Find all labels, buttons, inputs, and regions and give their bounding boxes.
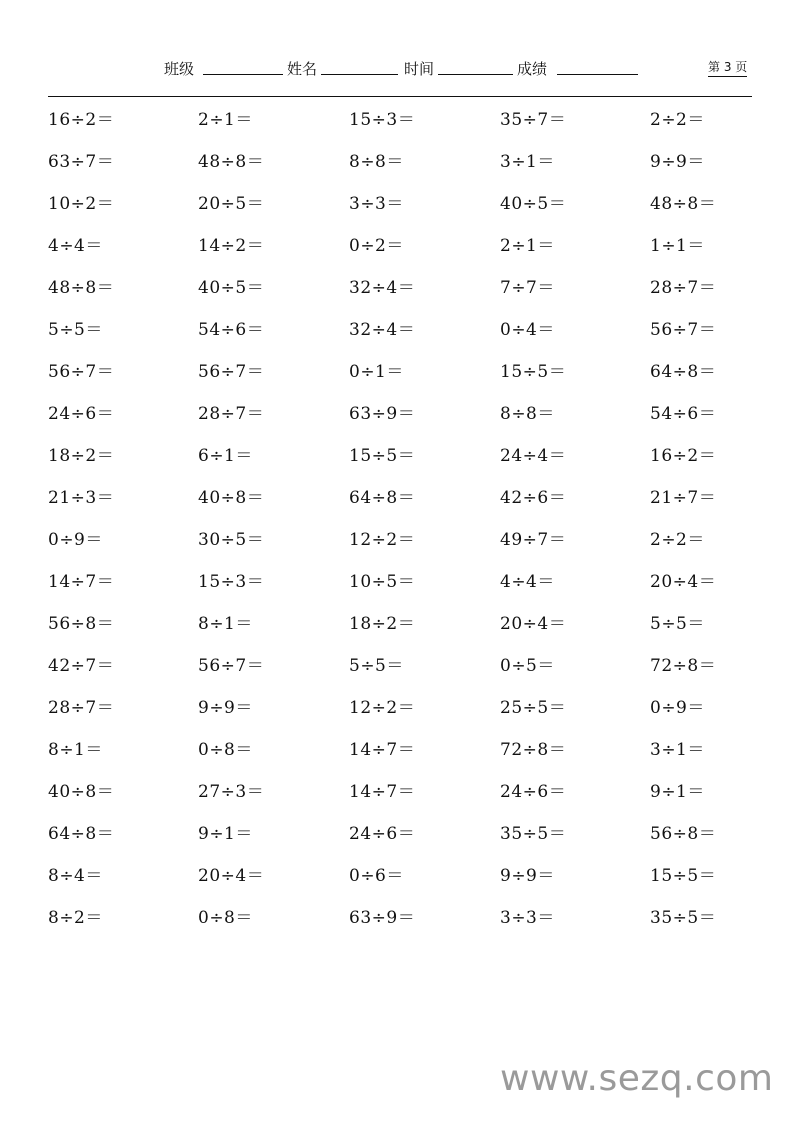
problem-item: 40÷5＝: [500, 194, 567, 214]
problem-item: 27÷3＝: [198, 782, 265, 802]
problem-row: [48, 820, 788, 862]
problem-item: 15÷3＝: [349, 110, 416, 130]
problem-item: 3÷1＝: [650, 740, 705, 760]
problem-item: 28÷7＝: [48, 698, 115, 718]
problem-item: 56÷7＝: [198, 362, 265, 382]
problem-item: 0÷5＝: [500, 656, 555, 676]
header-divider: [48, 96, 752, 97]
problem-item: 35÷7＝: [500, 110, 567, 130]
problem-item: 9÷9＝: [500, 866, 555, 886]
problem-item: 0÷2＝: [349, 236, 404, 256]
problem-item: 21÷3＝: [48, 488, 115, 508]
problem-item: 1÷1＝: [650, 236, 705, 256]
problem-item: 56÷7＝: [198, 656, 265, 676]
problem-item: 5÷5＝: [349, 656, 404, 676]
problem-item: 72÷8＝: [500, 740, 567, 760]
problem-item: 54÷6＝: [198, 320, 265, 340]
problem-item: 3÷3＝: [500, 908, 555, 928]
problem-item: 14÷7＝: [48, 572, 115, 592]
problem-item: 40÷8＝: [48, 782, 115, 802]
problem-item: 2÷1＝: [198, 110, 253, 130]
problem-item: 14÷7＝: [349, 740, 416, 760]
problem-item: 56÷8＝: [48, 614, 115, 634]
problem-item: 8÷4＝: [48, 866, 103, 886]
problem-item: 15÷5＝: [650, 866, 717, 886]
problem-row: [48, 106, 788, 148]
problem-item: 20÷4＝: [500, 614, 567, 634]
problem-item: 15÷3＝: [198, 572, 265, 592]
name-blank[interactable]: [321, 74, 398, 75]
problem-item: 35÷5＝: [500, 824, 567, 844]
problem-item: 63÷7＝: [48, 152, 115, 172]
problem-grid: [48, 106, 788, 946]
problem-item: 0÷6＝: [349, 866, 404, 886]
problem-row: [48, 358, 788, 400]
problem-row: [48, 232, 788, 274]
problem-item: 49÷7＝: [500, 530, 567, 550]
problem-item: 14÷2＝: [198, 236, 265, 256]
problem-item: 72÷8＝: [650, 656, 717, 676]
problem-item: 40÷8＝: [198, 488, 265, 508]
problem-item: 14÷7＝: [349, 782, 416, 802]
problem-row: [48, 778, 788, 820]
problem-row: [48, 610, 788, 652]
problem-item: 2÷2＝: [650, 110, 705, 130]
problem-item: 18÷2＝: [48, 446, 115, 466]
problem-item: 28÷7＝: [650, 278, 717, 298]
problem-item: 10÷2＝: [48, 194, 115, 214]
problem-item: 24÷6＝: [349, 824, 416, 844]
problem-item: 54÷6＝: [650, 404, 717, 424]
score-label: 成绩: [517, 60, 548, 78]
problem-item: 25÷5＝: [500, 698, 567, 718]
problem-item: 6÷1＝: [198, 446, 253, 466]
problem-item: 12÷2＝: [349, 698, 416, 718]
problem-item: 48÷8＝: [198, 152, 265, 172]
problem-row: [48, 694, 788, 736]
problem-row: [48, 862, 788, 904]
problem-item: 5÷5＝: [650, 614, 705, 634]
problem-item: 32÷4＝: [349, 278, 416, 298]
problem-row: [48, 148, 788, 190]
problem-item: 9÷9＝: [198, 698, 253, 718]
class-blank[interactable]: [203, 74, 283, 75]
problem-item: 8÷2＝: [48, 908, 103, 928]
problem-item: 40÷5＝: [198, 278, 265, 298]
problem-item: 64÷8＝: [650, 362, 717, 382]
problem-row: [48, 274, 788, 316]
problem-item: 0÷4＝: [500, 320, 555, 340]
name-label: 姓名: [287, 60, 318, 78]
problem-item: 32÷4＝: [349, 320, 416, 340]
problem-row: [48, 190, 788, 232]
problem-row: [48, 400, 788, 442]
problem-item: 2÷2＝: [650, 530, 705, 550]
problem-item: 64÷8＝: [349, 488, 416, 508]
problem-item: 56÷7＝: [650, 320, 717, 340]
problem-item: 0÷8＝: [198, 908, 253, 928]
problem-item: 0÷1＝: [349, 362, 404, 382]
problem-item: 28÷7＝: [198, 404, 265, 424]
problem-item: 4÷4＝: [48, 236, 103, 256]
problem-row: [48, 316, 788, 358]
problem-item: 16÷2＝: [48, 110, 115, 130]
problem-row: [48, 568, 788, 610]
problem-item: 18÷2＝: [349, 614, 416, 634]
problem-item: 2÷1＝: [500, 236, 555, 256]
problem-item: 3÷3＝: [349, 194, 404, 214]
problem-item: 0÷9＝: [650, 698, 705, 718]
problem-item: 9÷1＝: [650, 782, 705, 802]
problem-item: 8÷1＝: [48, 740, 103, 760]
problem-item: 42÷7＝: [48, 656, 115, 676]
page-number: 第 3 页: [708, 58, 747, 77]
problem-item: 3÷1＝: [500, 152, 555, 172]
time-blank[interactable]: [438, 74, 513, 75]
class-label: 班级: [164, 60, 195, 78]
problem-item: 20÷5＝: [198, 194, 265, 214]
problem-item: 5÷5＝: [48, 320, 103, 340]
problem-item: 24÷6＝: [500, 782, 567, 802]
problem-item: 20÷4＝: [198, 866, 265, 886]
problem-item: 48÷8＝: [48, 278, 115, 298]
problem-item: 7÷7＝: [500, 278, 555, 298]
problem-row: [48, 484, 788, 526]
problem-item: 42÷6＝: [500, 488, 567, 508]
problem-item: 9÷9＝: [650, 152, 705, 172]
problem-item: 35÷5＝: [650, 908, 717, 928]
problem-item: 4÷4＝: [500, 572, 555, 592]
problem-item: 48÷8＝: [650, 194, 717, 214]
problem-row: [48, 526, 788, 568]
site-watermark: www.sezq.com: [500, 1058, 774, 1099]
problem-item: 24÷6＝: [48, 404, 115, 424]
problem-item: 24÷4＝: [500, 446, 567, 466]
problem-row: [48, 652, 788, 694]
problem-item: 30÷5＝: [198, 530, 265, 550]
problem-row: [48, 904, 788, 946]
problem-item: 20÷4＝: [650, 572, 717, 592]
problem-item: 8÷8＝: [349, 152, 404, 172]
problem-item: 0÷8＝: [198, 740, 253, 760]
problem-row: [48, 736, 788, 778]
time-label: 时间: [404, 60, 435, 78]
problem-item: 8÷1＝: [198, 614, 253, 634]
problem-item: 56÷7＝: [48, 362, 115, 382]
problem-item: 0÷9＝: [48, 530, 103, 550]
problem-item: 15÷5＝: [349, 446, 416, 466]
problem-item: 63÷9＝: [349, 404, 416, 424]
problem-item: 64÷8＝: [48, 824, 115, 844]
problem-row: [48, 442, 788, 484]
problem-item: 10÷5＝: [349, 572, 416, 592]
problem-item: 12÷2＝: [349, 530, 416, 550]
problem-item: 8÷8＝: [500, 404, 555, 424]
worksheet-header: [0, 0, 800, 100]
problem-item: 15÷5＝: [500, 362, 567, 382]
problem-item: 16÷2＝: [650, 446, 717, 466]
score-blank[interactable]: [557, 74, 638, 75]
problem-item: 9÷1＝: [198, 824, 253, 844]
problem-item: 21÷7＝: [650, 488, 717, 508]
problem-item: 63÷9＝: [349, 908, 416, 928]
problem-item: 56÷8＝: [650, 824, 717, 844]
